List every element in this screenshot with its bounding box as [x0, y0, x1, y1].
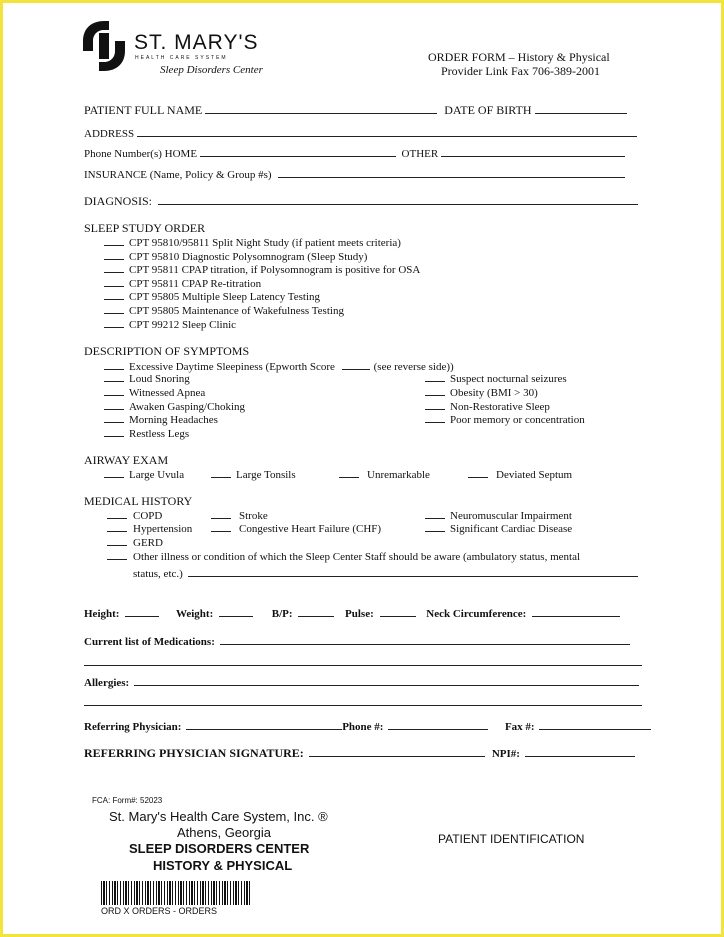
fax-line: Provider Link Fax 706-389-2001 [441, 64, 600, 78]
history-other-item [107, 550, 580, 563]
phone-other-label: OTHER [401, 148, 439, 160]
history-label: Stroke [239, 510, 268, 522]
weight-field[interactable] [219, 606, 253, 617]
insurance-field[interactable] [278, 167, 625, 178]
sleep-study-label: CPT 95805 Multiple Sleep Latency Testing [129, 291, 321, 303]
dept-line-1: SLEEP DISORDERS CENTER [129, 841, 310, 856]
checkbox[interactable] [104, 304, 124, 314]
checkbox[interactable] [104, 250, 124, 260]
symptom-label: Restless Legs [129, 428, 190, 440]
sleep-study-label: CPT 95805 Maintenance of Wakefulness Testing [129, 305, 344, 317]
checkbox[interactable] [107, 536, 127, 546]
org-tagline: HEALTH CARE SYSTEM [135, 55, 228, 61]
symptom-label: Poor memory or concentration [450, 414, 585, 426]
checkbox[interactable] [104, 290, 124, 300]
symptoms-heading: DESCRIPTION OF SYMPTOMS [84, 344, 250, 358]
symptom-label: Awaken Gasping/Choking [129, 401, 246, 413]
symptom-label: Obesity (BMI > 30) [450, 387, 538, 399]
checkbox[interactable] [104, 277, 124, 287]
patient-name-field[interactable] [205, 103, 437, 114]
checkbox[interactable] [104, 372, 124, 382]
sleep-study-item [104, 318, 236, 331]
neck-label: Neck Circumference: [426, 608, 527, 620]
checkbox[interactable] [104, 400, 124, 410]
sleep-study-item [104, 236, 401, 249]
signature-row [84, 746, 635, 761]
checkbox[interactable] [425, 522, 445, 532]
airway-item [211, 468, 296, 481]
history-label: status, etc.) [133, 568, 183, 580]
airway-item [468, 468, 572, 481]
airway-label: Large Uvula [129, 469, 185, 481]
sleep-study-item [104, 304, 344, 317]
symptom-item [104, 427, 189, 440]
address-label: ADDRESS [84, 128, 135, 140]
form-page [3, 3, 721, 934]
checkbox[interactable] [104, 427, 124, 437]
checkbox[interactable] [211, 509, 231, 519]
checkbox[interactable] [425, 413, 445, 423]
dob-field[interactable] [535, 103, 627, 114]
airway-heading: AIRWAY EXAM [84, 453, 169, 467]
allergies-line-2[interactable] [84, 705, 642, 706]
sleep-study-item [104, 250, 367, 263]
history-item [107, 522, 192, 535]
history-label: Other illness or condition of which the Sleep Center Staff should be aware (ambulatory status, mental [133, 551, 581, 563]
center-name: Sleep Disorders Center [160, 64, 263, 76]
checkbox[interactable] [104, 413, 124, 423]
diagnosis-label: DIAGNOSIS: [84, 194, 153, 208]
address-field[interactable] [137, 126, 637, 137]
dob-label: DATE OF BIRTH [444, 103, 532, 117]
allergies-label: Allergies: [84, 677, 130, 689]
referring-physician-label: Referring Physician: [84, 721, 182, 733]
checkbox[interactable] [339, 468, 359, 478]
symptom-item [104, 372, 190, 385]
history-item [211, 522, 381, 535]
history-label: GERD [133, 537, 163, 549]
history-label: COPD [133, 510, 163, 522]
sleep-study-item [104, 277, 261, 290]
system-name: St. Mary's Health Care System, Inc. ® [109, 809, 328, 824]
sleep-study-heading: SLEEP STUDY ORDER [84, 221, 206, 235]
symptom-label: Morning Headaches [129, 414, 218, 426]
checkbox[interactable] [425, 386, 445, 396]
phone-row [84, 146, 625, 160]
symptom-label: Suspect nocturnal seizures [450, 373, 567, 385]
history-label: Neuromuscular Impairment [450, 510, 572, 522]
bp-field[interactable] [298, 606, 334, 617]
height-field[interactable] [125, 606, 159, 617]
dept-line-2: HISTORY & PHYSICAL [153, 858, 293, 873]
checkbox[interactable] [107, 509, 127, 519]
symptom-label: (see reverse side)) [373, 361, 454, 373]
sleep-study-label: CPT 99212 Sleep Clinic [129, 319, 237, 331]
medical-history-heading: MEDICAL HISTORY [84, 494, 193, 508]
airway-item [339, 468, 430, 481]
height-label: Height: [84, 608, 120, 620]
neck-field[interactable] [532, 606, 620, 617]
history-label: Significant Cardiac Disease [450, 523, 573, 535]
checkbox[interactable] [104, 360, 124, 370]
checkbox[interactable] [104, 318, 124, 328]
phone-other-field[interactable] [441, 146, 625, 157]
patient-name-row [84, 103, 627, 118]
symptom-item [425, 413, 585, 426]
checkbox[interactable] [104, 386, 124, 396]
physician-fax-field[interactable] [539, 719, 651, 730]
symptom-item [425, 386, 538, 399]
referring-row [84, 719, 651, 733]
physician-phone-field[interactable] [388, 719, 488, 730]
symptom-item [104, 386, 205, 399]
checkbox[interactable] [104, 236, 124, 246]
npi-field[interactable] [525, 746, 635, 757]
medications-label: Current list of Medications: [84, 636, 215, 648]
symptom-item [425, 400, 550, 413]
sleep-study-label: CPT 95811 CPAP titration, if Polysomnogram is positive for OSA [129, 264, 421, 276]
checkbox[interactable] [107, 522, 127, 532]
weight-label: Weight: [175, 608, 214, 620]
symptom-label: Excessive Daytime Sleepiness (Epworth Score [129, 361, 335, 373]
barcode-icon [101, 881, 251, 905]
epworth-score-field[interactable] [342, 359, 370, 370]
st-marys-logo-icon [79, 19, 129, 73]
checkbox[interactable] [211, 522, 231, 532]
checkbox[interactable] [211, 468, 231, 478]
checkbox[interactable] [425, 372, 445, 382]
airway-label: Deviated Septum [496, 469, 573, 481]
symptom-item [425, 372, 567, 385]
form-code: FCA: Form#: 52023 [92, 796, 163, 805]
history-item [425, 509, 572, 522]
history-other-row2 [133, 566, 638, 580]
patient-name-label: PATIENT FULL NAME [84, 103, 203, 117]
medications-field[interactable] [220, 634, 630, 645]
history-item [211, 509, 268, 522]
phone-label: Phone #: [342, 721, 384, 733]
checkbox[interactable] [104, 468, 124, 478]
signature-field[interactable] [309, 746, 485, 757]
fax-label: Fax #: [504, 721, 535, 733]
insurance-label: INSURANCE (Name, Policy & Group #s) [84, 169, 272, 181]
symptom-label: Witnessed Apnea [129, 387, 206, 399]
history-label: Hypertension [133, 523, 193, 535]
checkbox[interactable] [104, 263, 124, 273]
airway-label: Large Tonsils [236, 469, 296, 481]
checkbox[interactable] [425, 400, 445, 410]
insurance-row [84, 167, 625, 181]
sleep-study-label: CPT 95811 CPAP Re-titration [129, 278, 262, 290]
phone-home-field[interactable] [200, 146, 396, 157]
symptom-label: Non-Restorative Sleep [450, 401, 550, 413]
checkbox[interactable] [468, 468, 488, 478]
pulse-field[interactable] [380, 606, 416, 617]
other-condition-field[interactable] [188, 566, 638, 577]
medications-line-2[interactable] [84, 665, 642, 666]
history-item [425, 522, 572, 535]
patient-id-label: PATIENT IDENTIFICATION [438, 832, 585, 846]
symptom-eds [104, 359, 454, 373]
signature-label: REFERRING PHYSICIAN SIGNATURE: [84, 746, 304, 760]
history-item [107, 536, 163, 549]
vitals-row [84, 606, 620, 620]
symptom-item [104, 400, 245, 413]
symptom-item [104, 413, 218, 426]
form-title: ORDER FORM – History & Physical [428, 50, 610, 64]
org-name: ST. MARY'S [134, 31, 259, 54]
sleep-study-item [104, 263, 420, 276]
sleep-study-label: CPT 95810 Diagnostic Polysomnogram (Sleep Study) [129, 251, 368, 263]
airway-item [104, 468, 184, 481]
symptom-label: Loud Snoring [129, 373, 190, 385]
history-label: Congestive Heart Failure (CHF) [239, 523, 382, 535]
sleep-study-item [104, 290, 320, 303]
phone-label: Phone Number(s) HOME [84, 148, 198, 160]
sleep-study-label: CPT 95810/95811 Split Night Study (if patient meets criteria) [129, 237, 401, 249]
bp-label: B/P: [271, 608, 293, 620]
history-item [107, 509, 162, 522]
allergies-field[interactable] [134, 675, 639, 686]
checkbox[interactable] [107, 550, 127, 560]
address-row [84, 126, 637, 140]
barcode-label: ORD X ORDERS - ORDERS [101, 906, 218, 916]
city: Athens, Georgia [177, 825, 271, 840]
referring-physician-field[interactable] [186, 719, 342, 730]
diagnosis-field[interactable] [158, 194, 638, 205]
allergies-row [84, 675, 639, 689]
airway-label: Unremarkable [367, 469, 430, 481]
medications-row [84, 634, 630, 648]
checkbox[interactable] [425, 509, 445, 519]
pulse-label: Pulse: [345, 608, 374, 620]
diagnosis-row [84, 194, 638, 209]
npi-label: NPI#: [491, 748, 520, 760]
